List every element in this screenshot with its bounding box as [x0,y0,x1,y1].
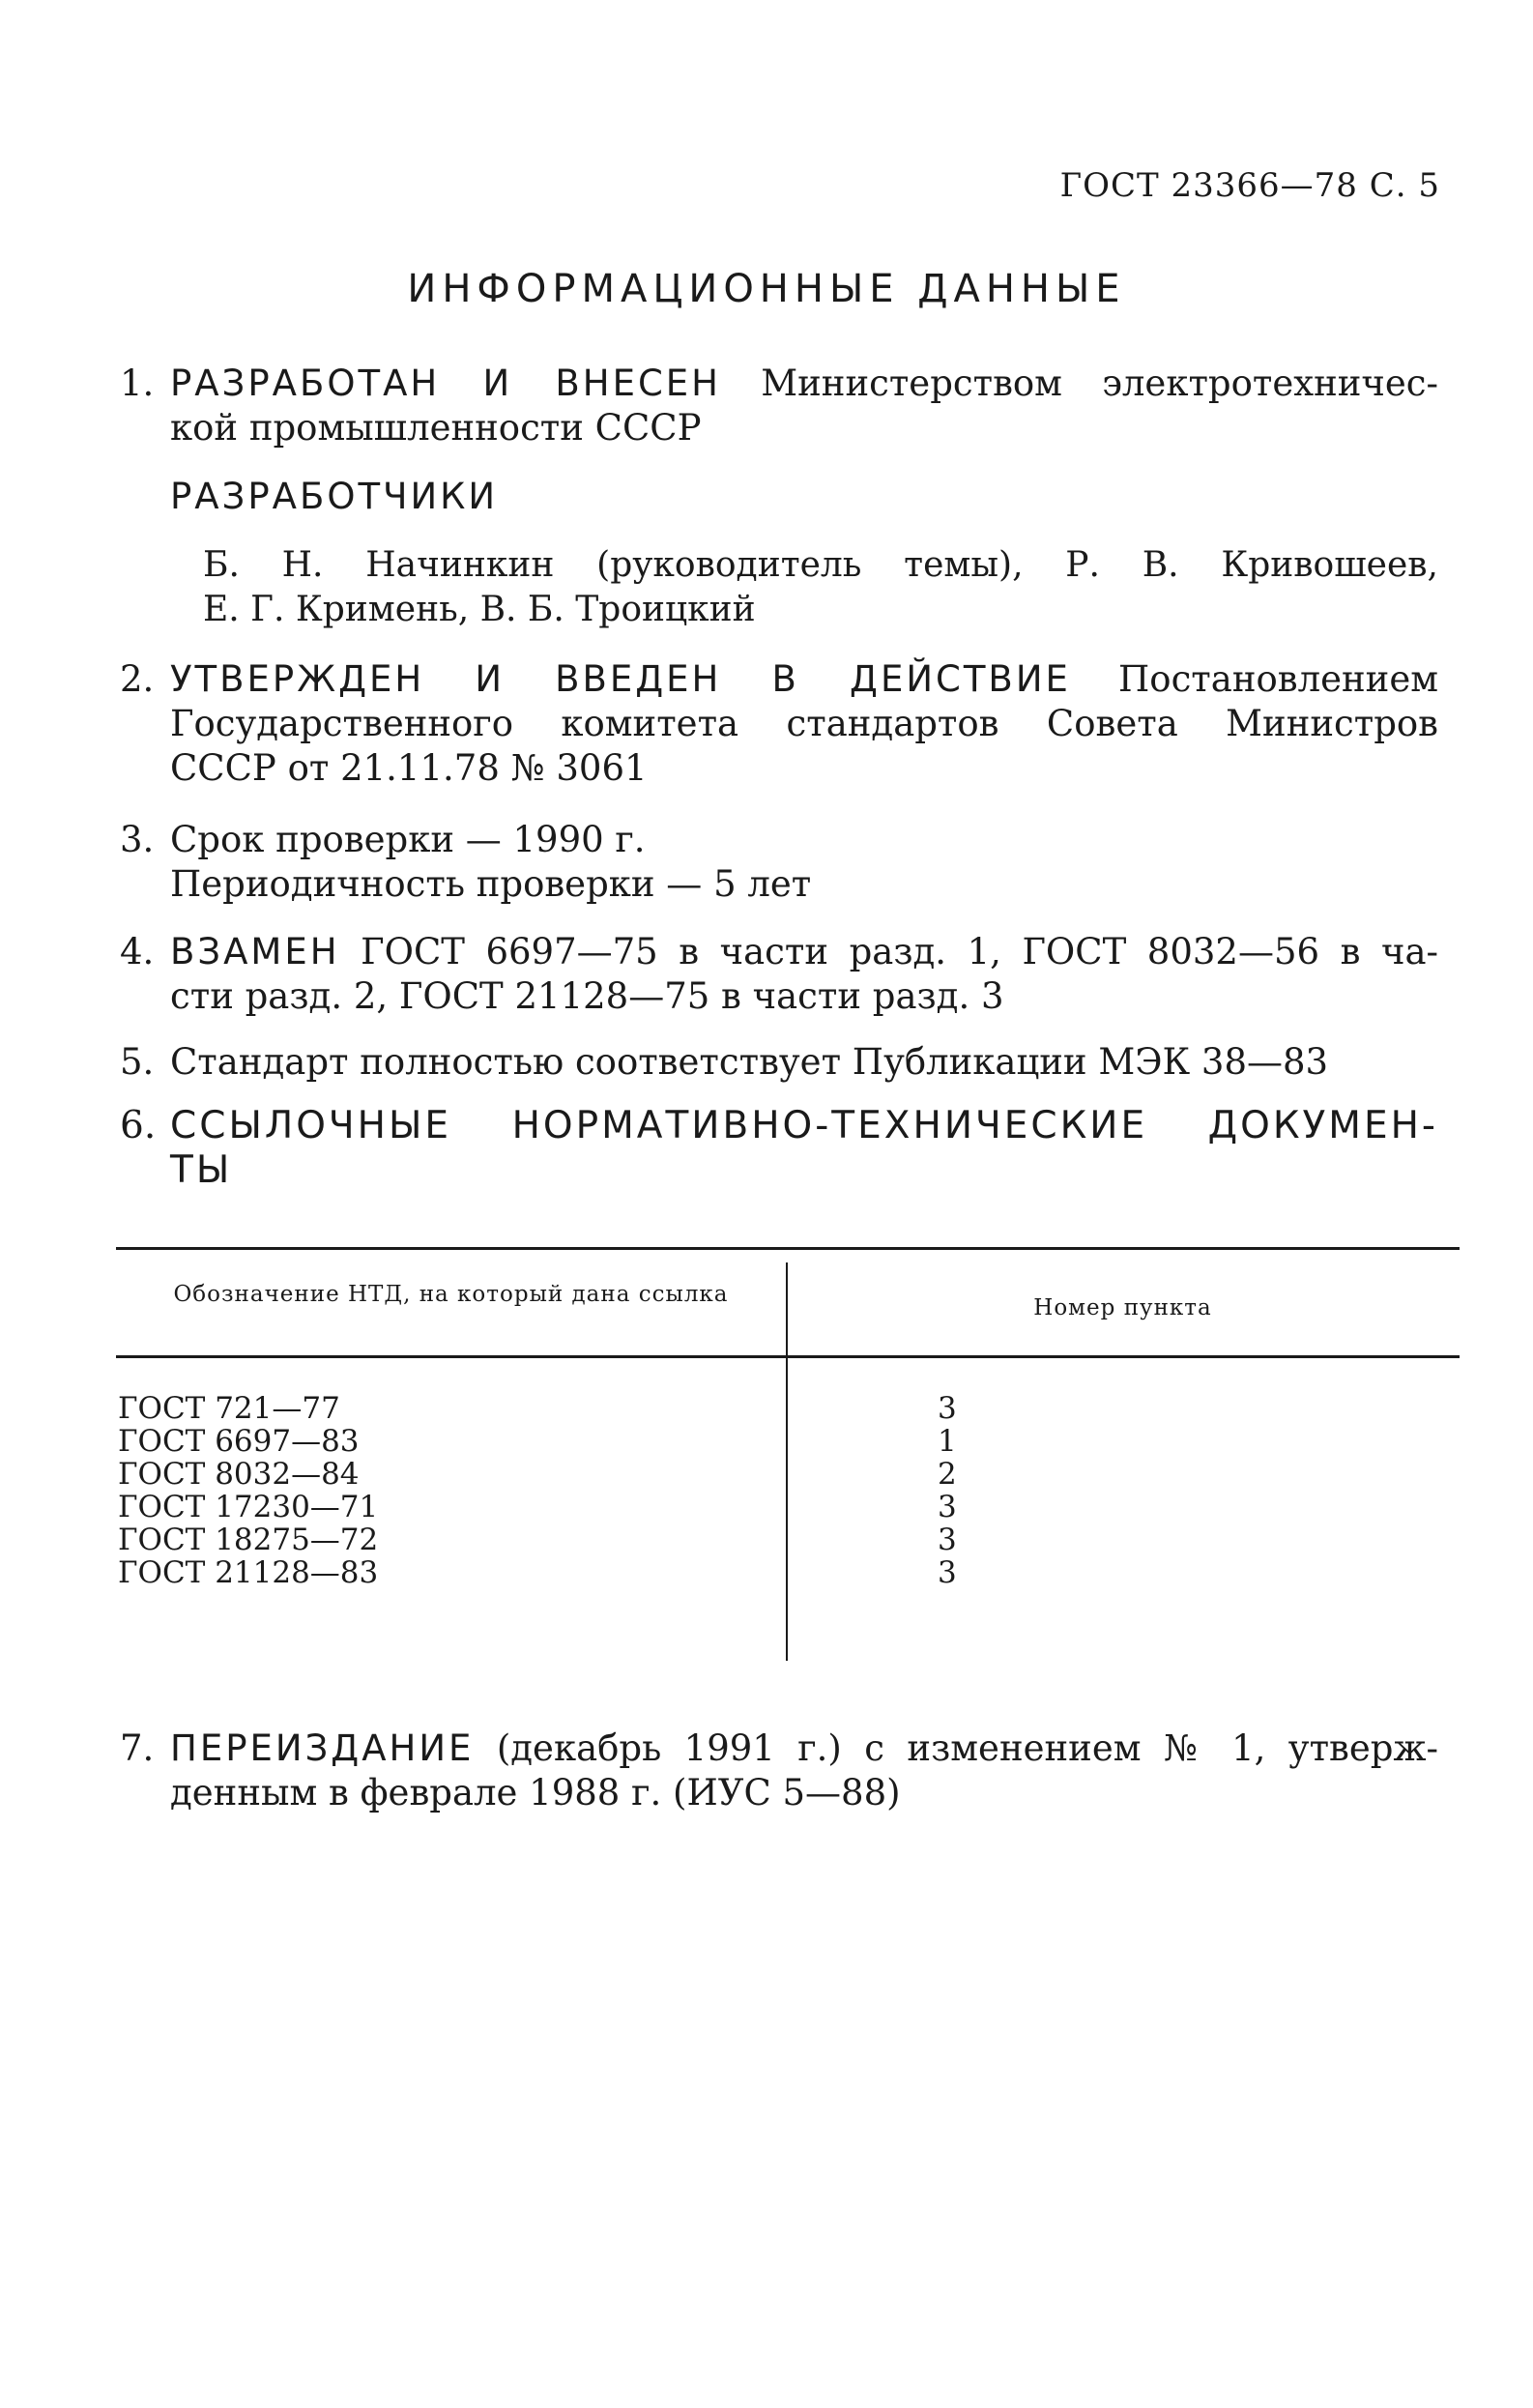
item-2-line2: Государственного комитета стандартов Совета Министров [170,703,1438,744]
item-2-line1: Постановлением [1118,658,1438,700]
row-designation: ГОСТ 6697—83 [118,1424,360,1459]
table-row [116,1523,1460,1556]
row-clause: 2 [938,1457,957,1492]
row-designation: ГОСТ 17230—71 [118,1490,379,1524]
table-body [116,1392,1460,1589]
item-2-line3: СССР от 21.11.78 № 3061 [170,747,648,789]
row-designation: ГОСТ 8032—84 [118,1457,360,1492]
table-row [116,1392,1460,1425]
item-4 [120,930,1438,1019]
item-4-lead: ВЗАМЕН [170,931,340,972]
item-6-number: 6. [120,1104,157,1147]
page-header: ГОСТ 23366—78 С. 5 [1059,166,1440,205]
table-row [116,1556,1460,1589]
item-7 [120,1726,1438,1815]
item-2-lead: УТВЕРЖДЕН И ВВЕДЕН В ДЕЙСТВИЕ [170,658,1071,700]
row-clause: 3 [938,1490,957,1524]
row-clause: 3 [938,1555,957,1590]
table-header-designation: Обозначение НТД, на который дана ссылка [173,1282,729,1307]
item-7-number: 7. [120,1727,155,1769]
item-7-lead: ПЕРЕИЗДАНИЕ [170,1727,475,1769]
developers-heading: РАЗРАБОТЧИКИ [170,476,499,517]
developers-line2: Е. Г. Кримень, В. Б. Троицкий [203,590,756,629]
item-7-line1: (декабрь 1991 г.) с изменением № 1, утверж- [496,1727,1438,1769]
row-clause: 3 [938,1523,957,1557]
table-row [116,1425,1460,1458]
item-1 [120,362,1438,450]
item-7-line2: денным в феврале 1988 г. (ИУС 5—88) [170,1772,901,1813]
item-1-lead: РАЗРАБОТАН И ВНЕСЕН [170,363,721,404]
item-5 [120,1040,1438,1085]
table-row [116,1491,1460,1523]
item-2-number: 2. [120,658,155,700]
row-clause: 3 [938,1391,957,1426]
table-header-clause-number: Номер пункта [1033,1295,1212,1320]
item-6-line2: ТЫ [170,1148,233,1192]
item-4-line2: сти разд. 2, ГОСТ 21128—75 в части разд. 3 [170,975,1004,1017]
item-2 [120,657,1438,791]
item-3-number: 3. [120,819,155,860]
item-6-lead: ССЫЛОЧНЫЕ НОРМАТИВНО-ТЕХНИЧЕСКИЕ ДОКУМЕН- [170,1104,1438,1147]
row-designation: ГОСТ 21128—83 [118,1555,379,1590]
item-4-line1: ГОСТ 6697—75 в части разд. 1, ГОСТ 8032—56 в ча- [361,931,1439,972]
page-title: ИНФОРМАЦИОННЫЕ ДАННЫЕ [407,267,1126,311]
item-5-line1: Стандарт полностью соответствует Публикации МЭК 38—83 [170,1041,1329,1083]
item-3-line2: Периодичность проверки — 5 лет [170,863,812,905]
item-3-line1: Срок проверки — 1990 г. [170,819,646,860]
item-1-number: 1. [120,363,155,404]
item-1-line1: Министерством электротехничес- [761,363,1439,404]
reference-table [116,1247,1460,1672]
row-clause: 1 [938,1424,957,1459]
item-1-line2: кой промышленности СССР [170,407,702,449]
table-header-rule [116,1355,1460,1358]
table-top-rule [116,1247,1460,1250]
developers-list [203,543,1438,632]
item-5-number: 5. [120,1041,155,1083]
item-6 [120,1104,1438,1193]
item-4-number: 4. [120,931,155,972]
table-row [116,1458,1460,1491]
row-designation: ГОСТ 18275—72 [118,1523,379,1557]
item-3 [120,818,1438,907]
developers-line1: Б. Н. Начинкин (руководитель темы), Р. В. Кривошеев, [203,545,1438,585]
row-designation: ГОСТ 721—77 [118,1391,340,1426]
